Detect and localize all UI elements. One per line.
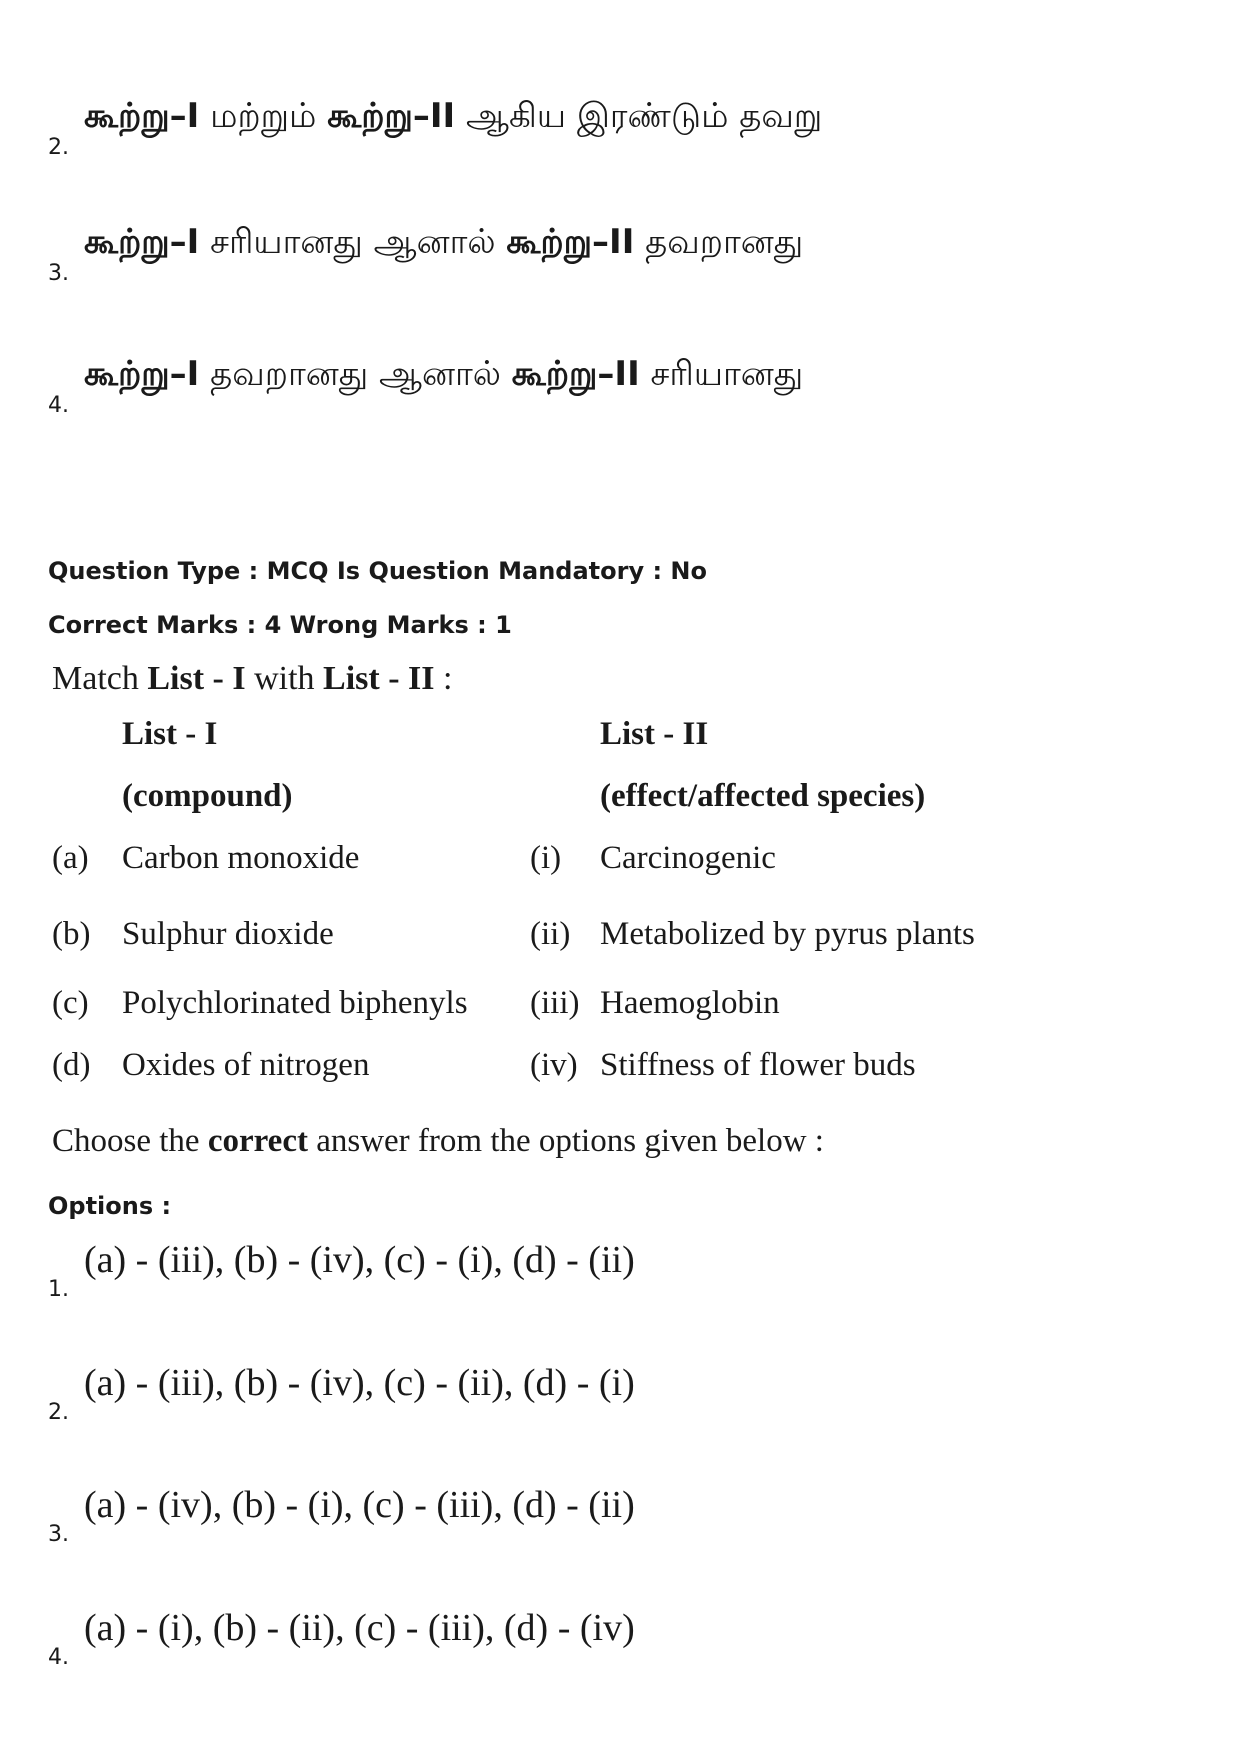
option-number: 4.	[48, 393, 69, 418]
list2-item: Metabolized by pyrus plants	[600, 916, 975, 952]
marks-line: Correct Marks : 4 Wrong Marks : 1	[48, 611, 512, 639]
instruction-text: Choose the	[52, 1123, 208, 1159]
option-text: (a) - (iv), (b) - (i), (c) - (iii), (d) - (ii)	[84, 1484, 635, 1526]
list1-item: Polychlorinated biphenyls	[122, 985, 468, 1021]
answer-option-3[interactable]	[48, 1483, 1148, 1547]
option-number: 2.	[48, 1400, 69, 1425]
list1-title: List - I	[122, 716, 218, 752]
list1-item: Oxides of nitrogen	[122, 1047, 370, 1083]
statement-2-label: கூற்று–II	[511, 354, 640, 394]
table-row	[52, 985, 1012, 1047]
intro-list1: List - I	[147, 660, 246, 697]
question-instruction	[52, 1123, 824, 1160]
question-type-line: Question Type : MCQ Is Question Mandatory : No	[48, 557, 707, 585]
option-text-part: ஆகிய இரண்டும் தவறு	[455, 96, 823, 136]
list1-label: (b)	[52, 916, 91, 952]
list2-label: (iii)	[530, 985, 580, 1021]
table-row	[52, 1047, 1012, 1111]
prev-option-2	[48, 96, 1148, 160]
option-text-part: தவறானது	[634, 222, 804, 262]
option-number: 1.	[48, 1277, 69, 1302]
list2-label: (i)	[530, 840, 562, 876]
intro-list2: List - II	[323, 660, 435, 697]
option-number: 3.	[48, 1522, 69, 1547]
list2-item: Stiffness of flower buds	[600, 1047, 916, 1083]
answer-option-4[interactable]	[48, 1606, 1148, 1670]
instruction-text: answer from the options given below :	[307, 1123, 824, 1159]
intro-text: Match	[52, 660, 148, 697]
list1-label: (a)	[52, 840, 89, 876]
question-intro	[52, 660, 452, 698]
table-subheader-row	[52, 778, 1012, 840]
option-text: (a) - (i), (b) - (ii), (c) - (iii), (d) - (iv)	[84, 1607, 635, 1649]
list2-item: Carcinogenic	[600, 840, 776, 876]
option-text: (a) - (iii), (b) - (iv), (c) - (ii), (d) - (i)	[84, 1362, 635, 1404]
intro-text: :	[434, 660, 453, 697]
statement-1-label: கூற்று–I	[84, 222, 200, 262]
option-text-part: சரியானது	[639, 354, 804, 394]
statement-1-label: கூற்று–I	[84, 96, 200, 136]
table-header-row	[52, 716, 1012, 778]
options-label: Options :	[48, 1192, 172, 1220]
list1-item: Carbon monoxide	[122, 840, 360, 876]
list2-subtitle: (effect/affected species)	[600, 778, 926, 814]
option-text-part: தவறானது ஆனால்	[199, 354, 512, 394]
option-text-part: சரியானது ஆனால்	[199, 222, 507, 262]
answer-option-1[interactable]	[48, 1238, 1148, 1302]
list2-label: (iv)	[530, 1047, 578, 1083]
intro-text: with	[245, 660, 324, 697]
option-number: 2.	[48, 135, 69, 160]
instruction-emphasis: correct	[207, 1123, 308, 1159]
list1-subtitle: (compound)	[122, 778, 293, 814]
list2-item: Haemoglobin	[600, 985, 780, 1021]
list2-title: List - II	[600, 716, 709, 752]
option-number: 4.	[48, 1645, 69, 1670]
option-text: (a) - (iii), (b) - (iv), (c) - (i), (d) - (ii)	[84, 1239, 635, 1281]
statement-2-label: கூற்று–II	[506, 222, 635, 262]
prev-option-4	[48, 354, 1148, 418]
option-text	[84, 354, 803, 398]
list1-label: (d)	[52, 1047, 91, 1083]
list1-item: Sulphur dioxide	[122, 916, 334, 952]
statement-2-label: கூற்று–II	[327, 96, 456, 136]
answer-option-2[interactable]	[48, 1361, 1148, 1425]
prev-option-3	[48, 222, 1148, 286]
option-text-part: மற்றும்	[199, 96, 328, 136]
list2-label: (ii)	[530, 916, 571, 952]
option-number: 3.	[48, 261, 69, 286]
option-text	[84, 96, 822, 140]
match-table	[52, 716, 1012, 1111]
statement-1-label: கூற்று–I	[84, 354, 200, 394]
table-row	[52, 840, 1012, 916]
option-text	[84, 222, 803, 266]
table-row	[52, 916, 1012, 985]
list1-label: (c)	[52, 985, 89, 1021]
